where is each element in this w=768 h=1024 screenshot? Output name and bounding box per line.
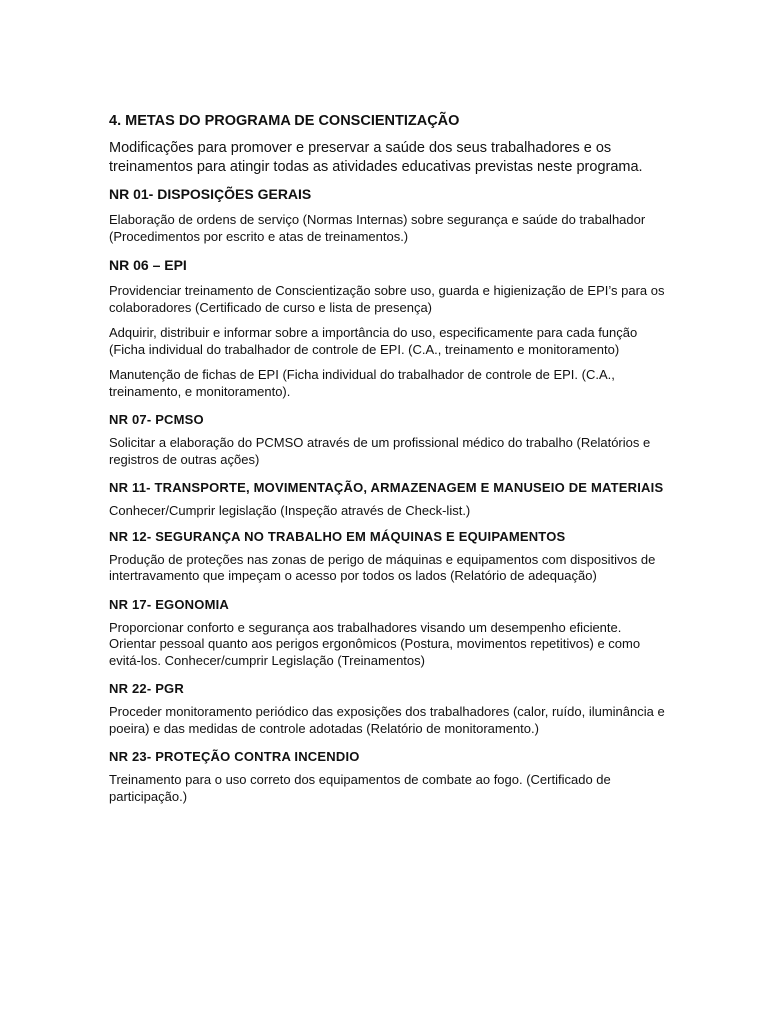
section-heading-nr23: NR 23- PROTEÇÃO CONTRA INCENDIO [109,749,360,764]
section-paragraph: Proporcionar conforto e segurança aos trabalhadores visando um desempenho eficiente. Orientar pessoal quanto aos perigos ergonômicos (Postura, movimentos repetitivos) e como evitá-los. Conhecer/cumprir Legislação (Treinamentos) [109,619,641,668]
intro-paragraph: Modificações para promover e preservar a saúde dos seus trabalhadores e os treinamentos para atingir todas as atividades educativas previstas neste programa. [109,140,643,175]
section-heading-nr17: NR 17- EGONOMIA [109,596,230,612]
section-paragraph: Providenciar treinamento de Conscientização sobre uso, guarda e higienização de EPI’s para os colaboradores (Certificado de curso e lista de presença) [109,283,665,315]
section-heading-nr07: NR 07- PCMSO [109,412,204,427]
section-heading-nr06: NR 06 – EPI [109,257,187,273]
section-paragraph: Proceder monitoramento periódico das exposições dos trabalhadores (calor, ruído, iluminância e poeira) e das medidas de controle adotadas (Relatório de monitoramento.) [109,704,665,736]
section-heading-nr22: NR 22- PGR [109,681,184,696]
section-heading-nr01: NR 01- DISPOSIÇÕES GERAIS [109,186,312,202]
section-paragraph: Produção de proteções nas zonas de perigo de máquinas e equipamentos com dispositivos de intertravamento que impeçam o acesso por todos os lados (Relatório de adequação) [109,551,656,583]
section-paragraph: Adquirir, distribuir e informar sobre a importância do uso, especificamente para cada função (Ficha individual do trabalhador de controle de EPI. (C.A., treinamento e monitoramento) [109,325,638,357]
page-title: 4. METAS DO PROGRAMA DE CONSCIENTIZAÇÃO [109,113,460,129]
section-paragraph: Solicitar a elaboração do PCMSO através de um profissional médico do trabalho (Relatórios e registros de outras ações) [109,435,651,467]
section-heading-nr12: NR 12- SEGURANÇA NO TRABALHO EM MÁQUINAS E EQUIPAMENTOS [109,528,566,544]
section-paragraph: Elaboração de ordens de serviço (Normas Internas) sobre segurança e saúde do trabalhador (Procedimentos por escrito e atas de treinamentos.) [109,212,646,244]
section-paragraph: Conhecer/Cumprir legislação (Inspeção através de Check-list.) [109,503,471,518]
section-paragraph: Treinamento para o uso correto dos equipamentos de combate ao fogo. (Certificado de participação.) [109,772,611,804]
section-heading-nr11: NR 11- TRANSPORTE, MOVIMENTAÇÃO, ARMAZENAGEM E MANUSEIO DE MATERIAIS [109,480,664,495]
section-paragraph: Manutenção de fichas de EPI (Ficha individual do trabalhador de controle de EPI. (C.A., treinamento, e monitoramento). [109,367,615,399]
